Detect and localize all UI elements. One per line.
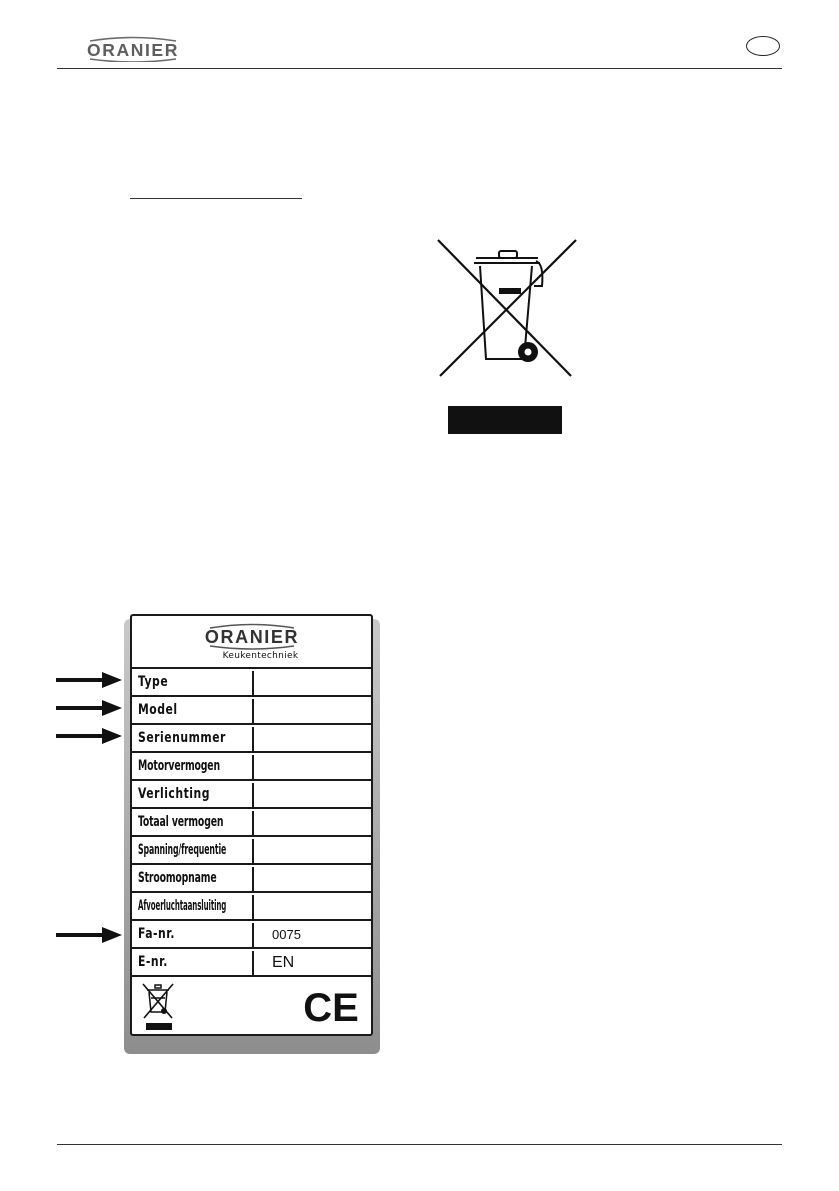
header-divider bbox=[57, 68, 782, 69]
plate-brand-header bbox=[132, 616, 371, 669]
right-arrow-icon bbox=[56, 927, 122, 943]
plate-label: Serienummer bbox=[138, 730, 226, 746]
plate-logo bbox=[182, 622, 322, 650]
plate-subtitle: Keukentechniek bbox=[222, 651, 299, 661]
plate-value bbox=[252, 895, 365, 919]
plate-row-voltage bbox=[132, 837, 371, 865]
plate-value bbox=[252, 811, 365, 835]
plate-label: Model bbox=[138, 702, 178, 718]
footer-divider bbox=[57, 1144, 782, 1145]
right-arrow-icon bbox=[56, 700, 122, 716]
plate-value bbox=[252, 727, 365, 751]
heading-underline bbox=[130, 198, 302, 199]
logo-text: ORANIER bbox=[87, 40, 179, 60]
ce-mark-icon bbox=[302, 988, 360, 1026]
small-wheelie-bin-icon bbox=[141, 982, 175, 1032]
plate-logo-text: ORANIER bbox=[204, 627, 300, 647]
plate-label: Type bbox=[138, 674, 169, 690]
plate-value bbox=[252, 671, 365, 695]
plate-value: EN bbox=[252, 951, 365, 975]
plate-row-motor bbox=[132, 753, 371, 781]
plate-label: Motorvermogen bbox=[138, 758, 220, 774]
country-badge bbox=[746, 36, 780, 56]
plate-label: Afvoerluchtaansluiting bbox=[138, 898, 227, 914]
plate-value bbox=[252, 699, 365, 723]
plate-label: E-nr. bbox=[138, 954, 168, 970]
plate-label: Stroomopname bbox=[138, 870, 217, 886]
plate-label: Totaal vermogen bbox=[138, 814, 224, 830]
plate-value bbox=[252, 783, 365, 807]
plate-row-exhaust bbox=[132, 893, 371, 921]
plate-rows bbox=[132, 669, 371, 977]
plate-row-fa-nr bbox=[132, 921, 371, 949]
plate-label: Verlichting bbox=[138, 786, 211, 802]
oranier-logo bbox=[60, 36, 206, 62]
plate-footer bbox=[132, 978, 371, 1034]
crossed-out-wheelie-bin-icon bbox=[436, 236, 578, 436]
plate-value: 0075 bbox=[252, 923, 365, 947]
plate-row-current bbox=[132, 865, 371, 893]
plate-row-type bbox=[132, 669, 371, 697]
plate-row-e-nr bbox=[132, 949, 371, 977]
plate-row-total-power bbox=[132, 809, 371, 837]
plate-row-lighting bbox=[132, 781, 371, 809]
right-arrow-icon bbox=[56, 728, 122, 744]
plate-value bbox=[252, 867, 365, 891]
plate-row-serial bbox=[132, 725, 371, 753]
plate-row-model bbox=[132, 697, 371, 725]
plate-label: Fa-nr. bbox=[138, 926, 176, 942]
rating-plate bbox=[130, 614, 373, 1036]
ce-mark-text: CE bbox=[303, 988, 359, 1026]
right-arrow-icon bbox=[56, 672, 122, 688]
plate-value bbox=[252, 755, 365, 779]
plate-label: Spanning/frequentie bbox=[138, 842, 227, 858]
plate-value bbox=[252, 839, 365, 863]
